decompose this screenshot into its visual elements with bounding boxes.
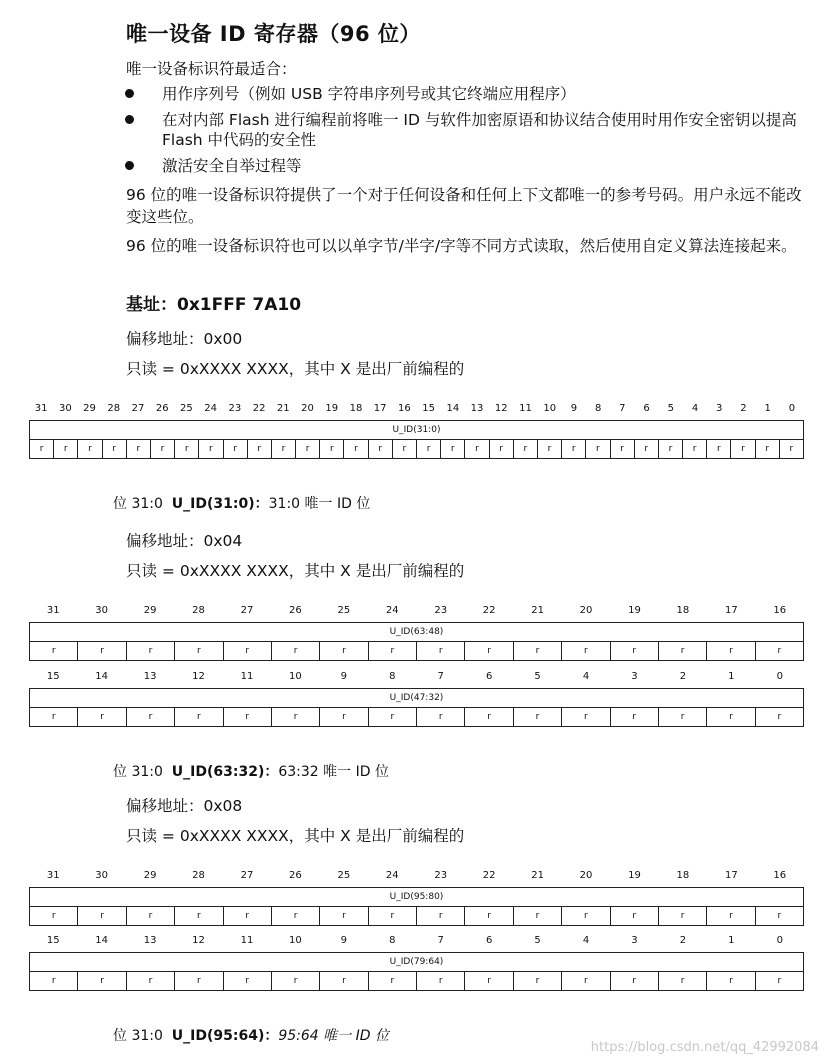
bit-number: 4 xyxy=(582,935,590,946)
bit-number: 31 xyxy=(34,403,48,414)
watermark: https://blog.csdn.net/qq_42992084 xyxy=(590,1040,819,1055)
access-cell: r xyxy=(417,972,465,991)
access-cell: r xyxy=(658,440,682,459)
access-cell: r xyxy=(779,440,803,459)
page-title: 唯一设备 ID 寄存器（96 位） xyxy=(126,22,421,46)
access-cell: r xyxy=(658,907,706,926)
access-cell: r xyxy=(707,440,731,459)
register-table xyxy=(29,420,804,459)
bit-number: 14 xyxy=(446,403,460,414)
bit-number: 17 xyxy=(724,605,738,616)
access-cell: r xyxy=(634,440,658,459)
access-cell: r xyxy=(417,440,441,459)
access-cell: r xyxy=(223,708,271,727)
bit-number: 17 xyxy=(373,403,387,414)
bit-number: 20 xyxy=(579,605,593,616)
access-cell: r xyxy=(320,708,368,727)
access-cell: r xyxy=(610,972,658,991)
paragraph-read-modes: 96 位的唯一设备标识符也可以以单字节/半字/字等不同方式读取，然后使用自定义算法连接起来。 xyxy=(126,237,797,255)
bit-number: 11 xyxy=(240,935,254,946)
bit-number: 2 xyxy=(679,671,687,682)
bit-number: 6 xyxy=(485,671,493,682)
bullet-icon xyxy=(125,115,134,124)
bit-number: 25 xyxy=(337,605,351,616)
access-cell: r xyxy=(755,907,803,926)
bit-numbers-row xyxy=(29,403,804,414)
bit-number: 25 xyxy=(180,403,193,414)
bit-number: 22 xyxy=(482,870,496,881)
list-item: 激活安全自举过程等 xyxy=(126,156,816,176)
access-cell: r xyxy=(30,642,78,661)
access-cell: r xyxy=(271,708,319,727)
access-cell: r xyxy=(126,972,174,991)
paragraph-uniqueness: 96 位的唯一设备标识符提供了一个对于任何设备和任何上下文都唯一的参考号码。用户永远不能改变这些位。 xyxy=(126,186,802,226)
bit-numbers-row xyxy=(29,671,804,682)
field-name: U_ID(79:64) xyxy=(30,953,804,972)
access-cell: r xyxy=(562,708,610,727)
bit-number: 0 xyxy=(776,935,783,946)
bit-number: 13 xyxy=(143,671,157,682)
access-row xyxy=(30,972,804,991)
access-cell: r xyxy=(247,440,271,459)
bit-number: 5 xyxy=(534,935,541,946)
bit-number: 19 xyxy=(628,870,641,881)
access-cell: r xyxy=(320,972,368,991)
bit-number: 24 xyxy=(385,605,399,616)
bit-number: 9 xyxy=(340,671,348,682)
list-item: 在对内部 Flash 进行编程前将唯一 ID 与软件加密原语和协议结合使用时用作安全密钥以提高 Flash 中代码的安全性 xyxy=(126,110,816,150)
access-cell: r xyxy=(30,708,78,727)
access-cell: r xyxy=(417,708,465,727)
bit-numbers-row xyxy=(29,870,804,881)
bit-number: 7 xyxy=(437,671,444,682)
bullet-icon xyxy=(125,89,134,98)
bit-number: 19 xyxy=(325,403,339,414)
access-cell: r xyxy=(368,642,416,661)
access-cell: r xyxy=(126,907,174,926)
access-cell: r xyxy=(465,440,489,459)
access-cell: r xyxy=(465,708,513,727)
bit-number: 28 xyxy=(107,403,121,414)
access-cell: r xyxy=(392,440,416,459)
access-cell: r xyxy=(610,440,634,459)
bit-number: 20 xyxy=(579,870,593,881)
access-cell: r xyxy=(344,440,368,459)
access-cell: r xyxy=(441,440,465,459)
bit-number: 18 xyxy=(349,403,363,414)
access-cell: r xyxy=(30,972,78,991)
access-cell: r xyxy=(102,440,126,459)
bit-number: 29 xyxy=(143,605,157,616)
bit-number: 3 xyxy=(631,671,638,682)
access-cell: r xyxy=(78,642,126,661)
bit-description: 位 31:0 U_ID(63:32)：63:32 唯一 ID 位 xyxy=(113,764,389,780)
access-cell: r xyxy=(513,708,561,727)
bit-number: 18 xyxy=(676,605,690,616)
bit-number: 3 xyxy=(631,935,638,946)
bit-number: 26 xyxy=(289,870,302,881)
access-cell: r xyxy=(320,907,368,926)
access-cell: r xyxy=(465,907,513,926)
readonly-note: 只读 = 0xXXXX XXXX，其中 X 是出厂前编程的 xyxy=(126,562,465,580)
access-cell: r xyxy=(707,972,755,991)
bit-description: 位 31:0 U_ID(31:0)：31:0 唯一 ID 位 xyxy=(113,496,371,512)
bit-number: 30 xyxy=(95,605,109,616)
access-cell: r xyxy=(513,440,537,459)
bit-number: 27 xyxy=(131,403,145,414)
access-cell: r xyxy=(368,440,392,459)
access-cell: r xyxy=(126,642,174,661)
bit-number: 2 xyxy=(679,935,687,946)
access-cell: r xyxy=(610,708,658,727)
bit-number: 10 xyxy=(543,403,557,414)
access-cell: r xyxy=(610,907,658,926)
access-cell: r xyxy=(610,642,658,661)
bit-number: 3 xyxy=(716,403,723,414)
bit-number: 27 xyxy=(240,605,254,616)
bit-number: 0 xyxy=(776,671,783,682)
bit-number: 24 xyxy=(385,870,399,881)
bit-number: 5 xyxy=(534,671,541,682)
access-cell: r xyxy=(489,440,513,459)
bit-number: 26 xyxy=(289,605,302,616)
bit-number: 16 xyxy=(398,403,411,414)
access-cell: r xyxy=(78,907,126,926)
access-cell: r xyxy=(707,642,755,661)
access-cell: r xyxy=(199,440,223,459)
access-cell: r xyxy=(30,907,78,926)
base-address: 基址：0x1FFF 7A10 xyxy=(126,295,302,315)
bit-number: 21 xyxy=(276,403,290,414)
bit-number: 4 xyxy=(691,403,699,414)
register-table xyxy=(29,688,804,727)
bit-number: 23 xyxy=(228,403,242,414)
bit-number: 25 xyxy=(337,870,351,881)
access-cell: r xyxy=(465,972,513,991)
bit-number: 22 xyxy=(252,403,266,414)
access-cell: r xyxy=(562,972,610,991)
bit-number: 1 xyxy=(728,671,735,682)
access-cell: r xyxy=(465,642,513,661)
bit-number: 8 xyxy=(594,403,602,414)
access-cell: r xyxy=(658,708,706,727)
access-cell: r xyxy=(417,907,465,926)
access-cell: r xyxy=(126,440,150,459)
access-cell: r xyxy=(271,440,295,459)
bit-number: 15 xyxy=(422,403,435,414)
field-name: U_ID(47:32) xyxy=(30,689,804,708)
bit-number: 15 xyxy=(46,935,60,946)
bit-number: 20 xyxy=(301,403,314,414)
access-row xyxy=(30,708,804,727)
access-cell: r xyxy=(223,972,271,991)
bit-number: 8 xyxy=(389,671,396,682)
bit-number: 7 xyxy=(437,935,444,946)
access-cell: r xyxy=(223,907,271,926)
access-cell: r xyxy=(658,972,706,991)
bit-number: 1 xyxy=(764,403,771,414)
bit-number: 17 xyxy=(724,870,738,881)
bit-number: 12 xyxy=(494,403,508,414)
bit-number: 8 xyxy=(389,935,396,946)
bit-number: 28 xyxy=(192,870,205,881)
access-cell: r xyxy=(417,642,465,661)
bit-number: 6 xyxy=(485,935,493,946)
access-cell: r xyxy=(175,642,223,661)
access-cell: r xyxy=(683,440,707,459)
access-cell: r xyxy=(562,642,610,661)
bit-number: 1 xyxy=(728,935,735,946)
field-name: U_ID(31:0) xyxy=(30,421,804,440)
bit-number: 27 xyxy=(240,870,254,881)
usage-list xyxy=(126,84,816,182)
bit-number: 30 xyxy=(95,870,109,881)
access-cell: r xyxy=(30,440,54,459)
bit-number: 30 xyxy=(58,403,72,414)
access-cell: r xyxy=(513,972,561,991)
bit-number: 5 xyxy=(667,403,674,414)
access-cell: r xyxy=(658,642,706,661)
access-cell: r xyxy=(562,907,610,926)
bit-numbers-row xyxy=(29,935,804,946)
access-cell: r xyxy=(175,972,223,991)
access-cell: r xyxy=(562,440,586,459)
access-cell: r xyxy=(586,440,610,459)
bit-number: 23 xyxy=(434,870,448,881)
access-cell: r xyxy=(755,972,803,991)
bit-number: 4 xyxy=(582,671,590,682)
access-cell: r xyxy=(755,708,803,727)
access-cell: r xyxy=(271,907,319,926)
field-name: U_ID(95:80) xyxy=(30,888,804,907)
bit-number: 24 xyxy=(204,403,217,414)
access-row xyxy=(30,907,804,926)
access-row xyxy=(30,642,804,661)
access-cell: r xyxy=(368,972,416,991)
bit-number: 31 xyxy=(46,605,60,616)
access-cell: r xyxy=(78,440,102,459)
bit-number: 12 xyxy=(192,671,205,682)
access-cell: r xyxy=(223,440,247,459)
access-row xyxy=(30,440,804,459)
bit-number: 28 xyxy=(192,605,205,616)
access-cell: r xyxy=(126,708,174,727)
bit-number: 29 xyxy=(83,403,96,414)
list-item: 用作序列号（例如 USB 字符串序列号或其它终端应用程序） xyxy=(126,84,816,104)
bit-number: 6 xyxy=(643,403,650,414)
bit-number: 16 xyxy=(773,870,787,881)
access-cell: r xyxy=(320,440,344,459)
access-cell: r xyxy=(368,907,416,926)
bit-number: 14 xyxy=(95,935,109,946)
access-cell: r xyxy=(537,440,561,459)
access-cell: r xyxy=(150,440,174,459)
access-cell: r xyxy=(54,440,78,459)
bit-number: 19 xyxy=(628,605,641,616)
bit-number: 15 xyxy=(46,671,60,682)
access-cell: r xyxy=(513,907,561,926)
access-cell: r xyxy=(707,907,755,926)
bit-number: 13 xyxy=(143,935,157,946)
access-cell: r xyxy=(271,642,319,661)
bit-description: 位 31:0 U_ID(95:64)：95:64 唯一 ID 位 xyxy=(113,1028,389,1044)
bit-number: 0 xyxy=(788,403,796,414)
register-table xyxy=(29,952,804,991)
access-cell: r xyxy=(296,440,320,459)
offset-address: 偏移地址：0x04 xyxy=(126,532,243,550)
bit-number: 10 xyxy=(289,671,302,682)
bit-number: 23 xyxy=(434,605,448,616)
bit-number: 14 xyxy=(95,671,109,682)
bit-number: 13 xyxy=(470,403,484,414)
bit-number: 7 xyxy=(619,403,626,414)
offset-address: 偏移地址：0x08 xyxy=(126,797,243,815)
register-table xyxy=(29,622,804,661)
access-cell: r xyxy=(78,708,126,727)
access-cell: r xyxy=(223,642,271,661)
access-cell: r xyxy=(707,708,755,727)
bit-numbers-row xyxy=(29,605,804,616)
bit-number: 18 xyxy=(676,870,690,881)
access-cell: r xyxy=(320,642,368,661)
access-cell: r xyxy=(78,972,126,991)
bit-number: 16 xyxy=(773,605,787,616)
bit-number: 31 xyxy=(46,870,60,881)
readonly-note: 只读 = 0xXXXX XXXX，其中 X 是出厂前编程的 xyxy=(126,827,465,845)
access-cell: r xyxy=(731,440,755,459)
access-cell: r xyxy=(271,972,319,991)
bit-number: 12 xyxy=(192,935,205,946)
bit-number: 22 xyxy=(482,605,496,616)
bullet-icon xyxy=(125,161,134,170)
access-cell: r xyxy=(175,708,223,727)
bit-number: 11 xyxy=(240,671,254,682)
access-cell: r xyxy=(755,440,779,459)
access-cell: r xyxy=(175,907,223,926)
bit-number: 10 xyxy=(289,935,302,946)
field-name: U_ID(63:48) xyxy=(30,623,804,642)
bit-number: 11 xyxy=(519,403,532,414)
bit-number: 9 xyxy=(340,935,348,946)
readonly-note: 只读 = 0xXXXX XXXX，其中 X 是出厂前编程的 xyxy=(126,360,465,378)
bit-number: 21 xyxy=(531,870,544,881)
access-cell: r xyxy=(368,708,416,727)
bit-number: 21 xyxy=(531,605,544,616)
offset-address: 偏移地址：0x00 xyxy=(126,330,243,348)
register-table xyxy=(29,887,804,926)
access-cell: r xyxy=(175,440,199,459)
access-cell: r xyxy=(513,642,561,661)
access-cell: r xyxy=(755,642,803,661)
bit-number: 26 xyxy=(155,403,169,414)
bit-number: 9 xyxy=(570,403,578,414)
intro-text: 唯一设备标识符最适合： xyxy=(126,60,297,78)
bit-number: 2 xyxy=(740,403,747,414)
bit-number: 29 xyxy=(143,870,157,881)
